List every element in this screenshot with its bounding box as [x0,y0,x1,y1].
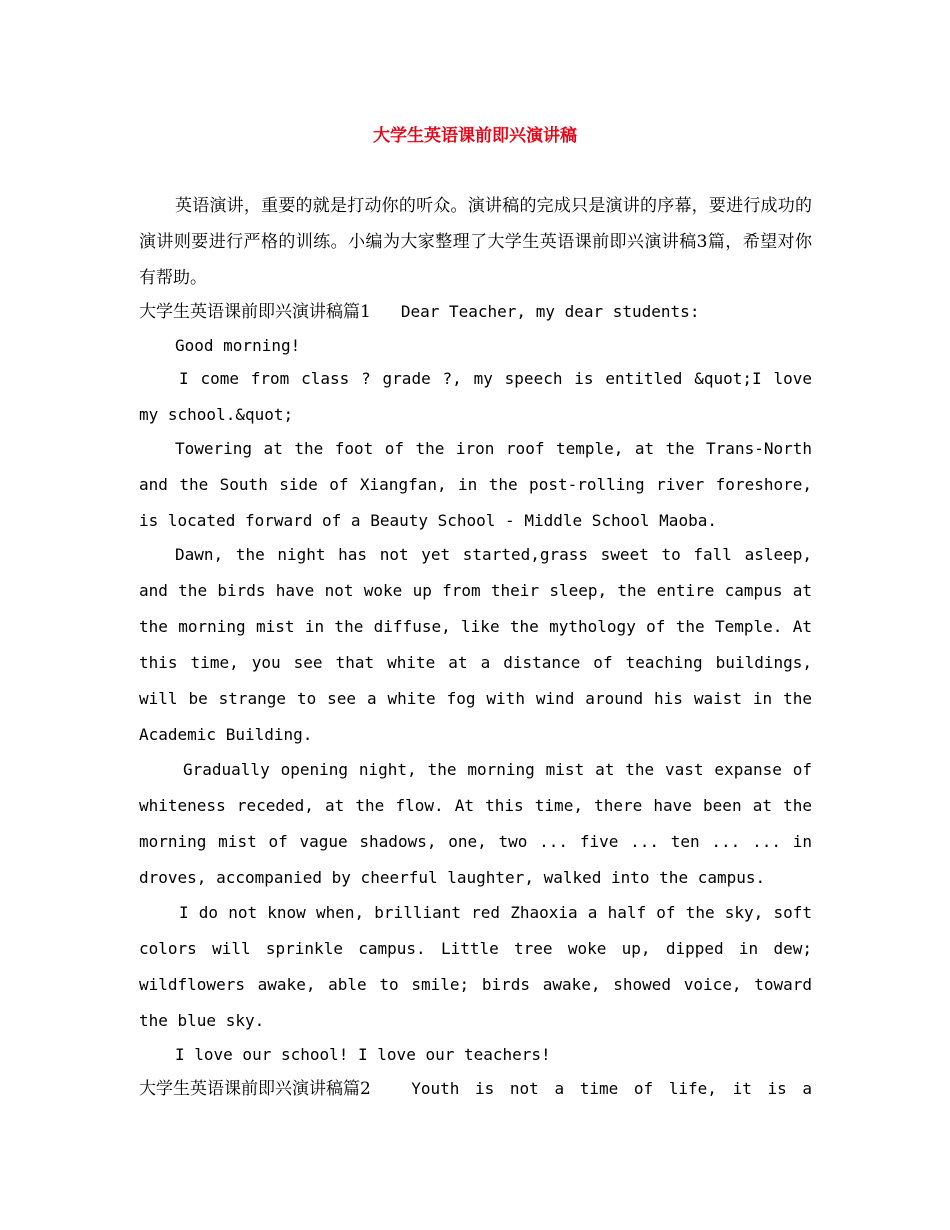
paragraph: Dawn, the night has not yet started,grass sweet to fall asleep, and the birds have not woke up from their sleep, the entire campus at the morning mist in the diffuse, like the mythology of the Temple. At this time, you see that white at a distance of teaching buildings, will be strange to see a white fog with wind around his waist in the Academic Building. [139,545,812,744]
section2-first-line: Youth is not a time of life, it is a [411,1079,812,1098]
section1-heading: 大学生英语课前即兴演讲稿篇1 [139,302,371,322]
paragraph: Gradually opening night, the morning mist at the vast expanse of whiteness receded, at the flow. At this time, there have been at the morning mist of vague shadows, one, two ... five ... ten ... ... in droves, accompanied by cheerful laughter, walked into the campus. [139,760,812,887]
section2-heading: 大学生英语课前即兴演讲稿篇2 [139,1079,371,1099]
paragraph: I do not know when, brilliant red Zhaoxia a half of the sky, soft colors will sprinkle campus. Little tree woke up, dipped in dew; wildflowers awake, able to smile; birds awake, showed voice, toward the blue sky. [139,903,812,1030]
intro-paragraph: 英语演讲，重要的就是打动你的听众。演讲稿的完成只是演讲的序幕，要进行成功的演讲则要进行严格的训练。小编为大家整理了大学生英语课前即兴演讲稿3篇，希望对你有帮助。 [139,196,812,288]
paragraph: Towering at the foot of the iron roof temple, at the Trans-North and the South side of Xiangfan, in the post-rolling river foreshore, is located forward of a Beauty School - Middle School Maoba. [139,439,812,530]
paragraph: I come from class ? grade ?, my speech is entitled &quot;I love my school.&quot; [139,369,812,424]
section2-heading-row [139,1077,812,1101]
paragraph: I love our school! I love our teachers! [175,1045,551,1064]
section1-greeting: Dear Teacher, my dear students: [400,302,700,321]
document-title: 大学生英语课前即兴演讲稿 [373,126,577,146]
paragraph: Good morning! [175,336,301,355]
section1-heading-row [139,300,812,324]
